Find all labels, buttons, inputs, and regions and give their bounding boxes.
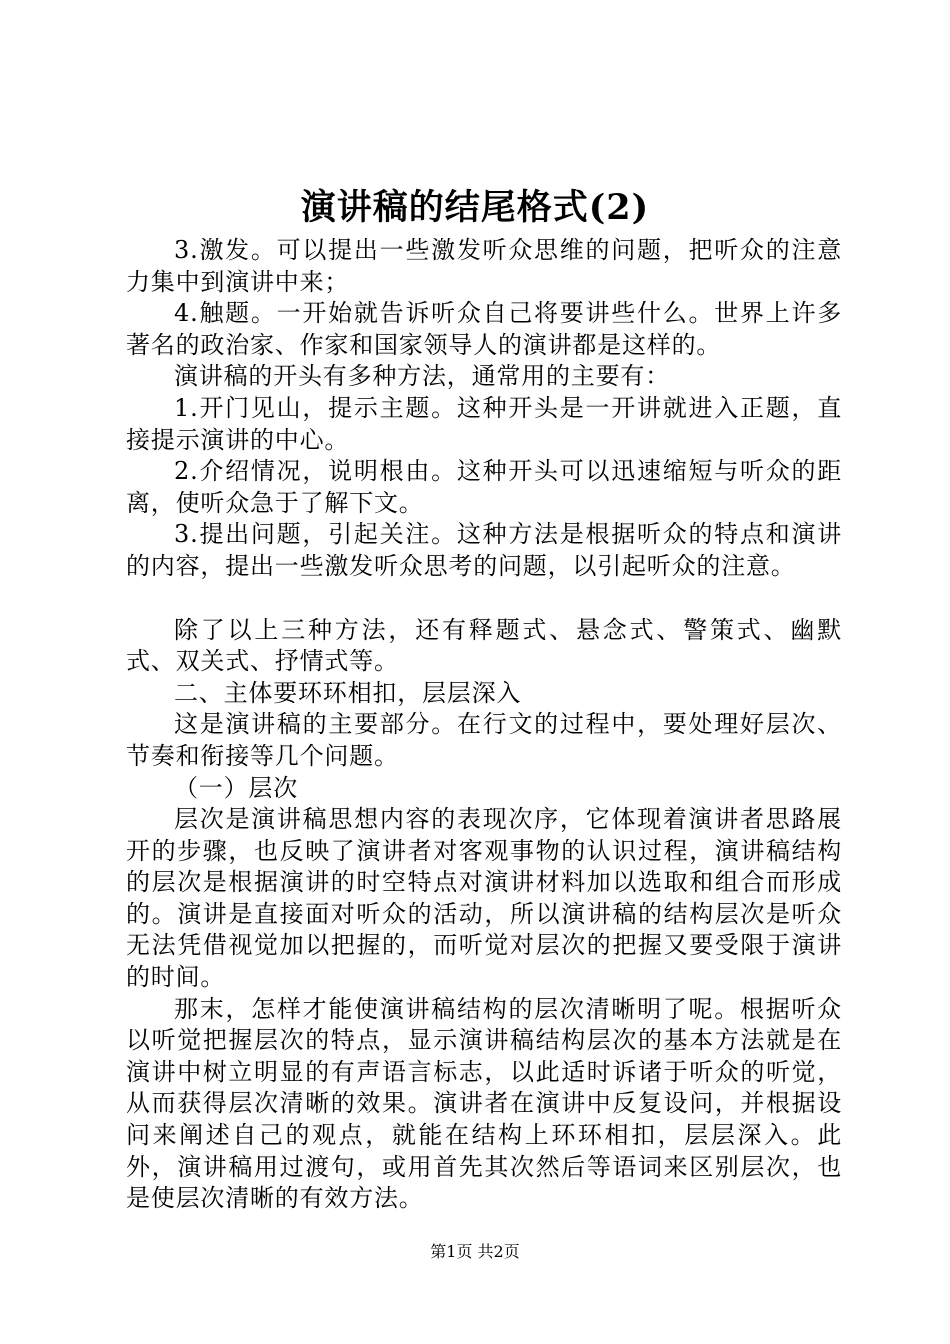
paragraph: 4.触题。一开始就告诉听众自己将要讲些什么。世界上许多著名的政治家、作家和国家领导人的演讲都是这样的。 [126, 299, 842, 359]
paragraph: 2.介绍情况，说明根由。这种开头可以迅速缩短与听众的距离，使听众急于了解下文。 [126, 457, 842, 517]
paragraph: 1.开门见山，提示主题。这种开头是一开讲就进入正题，直接提示演讲的中心。 [126, 393, 842, 454]
subsection-heading: （一）层次 [174, 773, 298, 802]
paragraph: 3.激发。可以提出一些激发听众思维的问题，把听众的注意力集中到演讲中来； [126, 236, 842, 296]
paragraph: 除了以上三种方法，还有释题式、悬念式、警策式、幽默式、双关式、抒情式等。 [126, 615, 842, 676]
paragraph: 层次是演讲稿思想内容的表现次序，它体现着演讲者思路展开的步骤，也反映了演讲者对客观事物的认识过程，演讲稿结构的层次是根据演讲的时空特点对演讲材料加以选取和组合而形成的。演讲是直接面对听众的活动，所以演讲稿的结构层次是听众无法凭借视觉加以把握的，而听觉对层次的把握又要受限于演讲的时间。 [126, 805, 842, 992]
document-body [126, 235, 842, 1215]
paragraph: 3.提出问题，引起关注。这种方法是根据听众的特点和演讲的内容，提出一些激发听众思考的问题，以引起听众的注意。 [126, 520, 842, 580]
paragraph: 那末，怎样才能使演讲稿结构的层次清晰明了呢。根据听众以听觉把握层次的特点，显示演讲稿结构层次的基本方法就是在演讲中树立明显的有声语言标志，以此适时诉诸于听众的听觉，从而获得层次清晰的效果。演讲者在演讲中反复设问，并根据设问来阐述自己的观点，就能在结构上环环相扣，层层深入。此外，演讲稿用过渡句，或用首先其次然后等语词来区别层次，也是使层次清晰的有效方法。 [126, 994, 842, 1213]
section-heading: 二、主体要环环相扣，层层深入 [174, 678, 522, 707]
page-title: 演讲稿的结尾格式(2) [300, 187, 650, 228]
paragraph: 演讲稿的开头有多种方法，通常用的主要有： [174, 362, 670, 391]
page-number-footer: 第1页 共2页 [430, 1242, 520, 1261]
paragraph: 这是演讲稿的主要部分。在行文的过程中，要处理好层次、节奏和衔接等几个问题。 [126, 710, 842, 770]
